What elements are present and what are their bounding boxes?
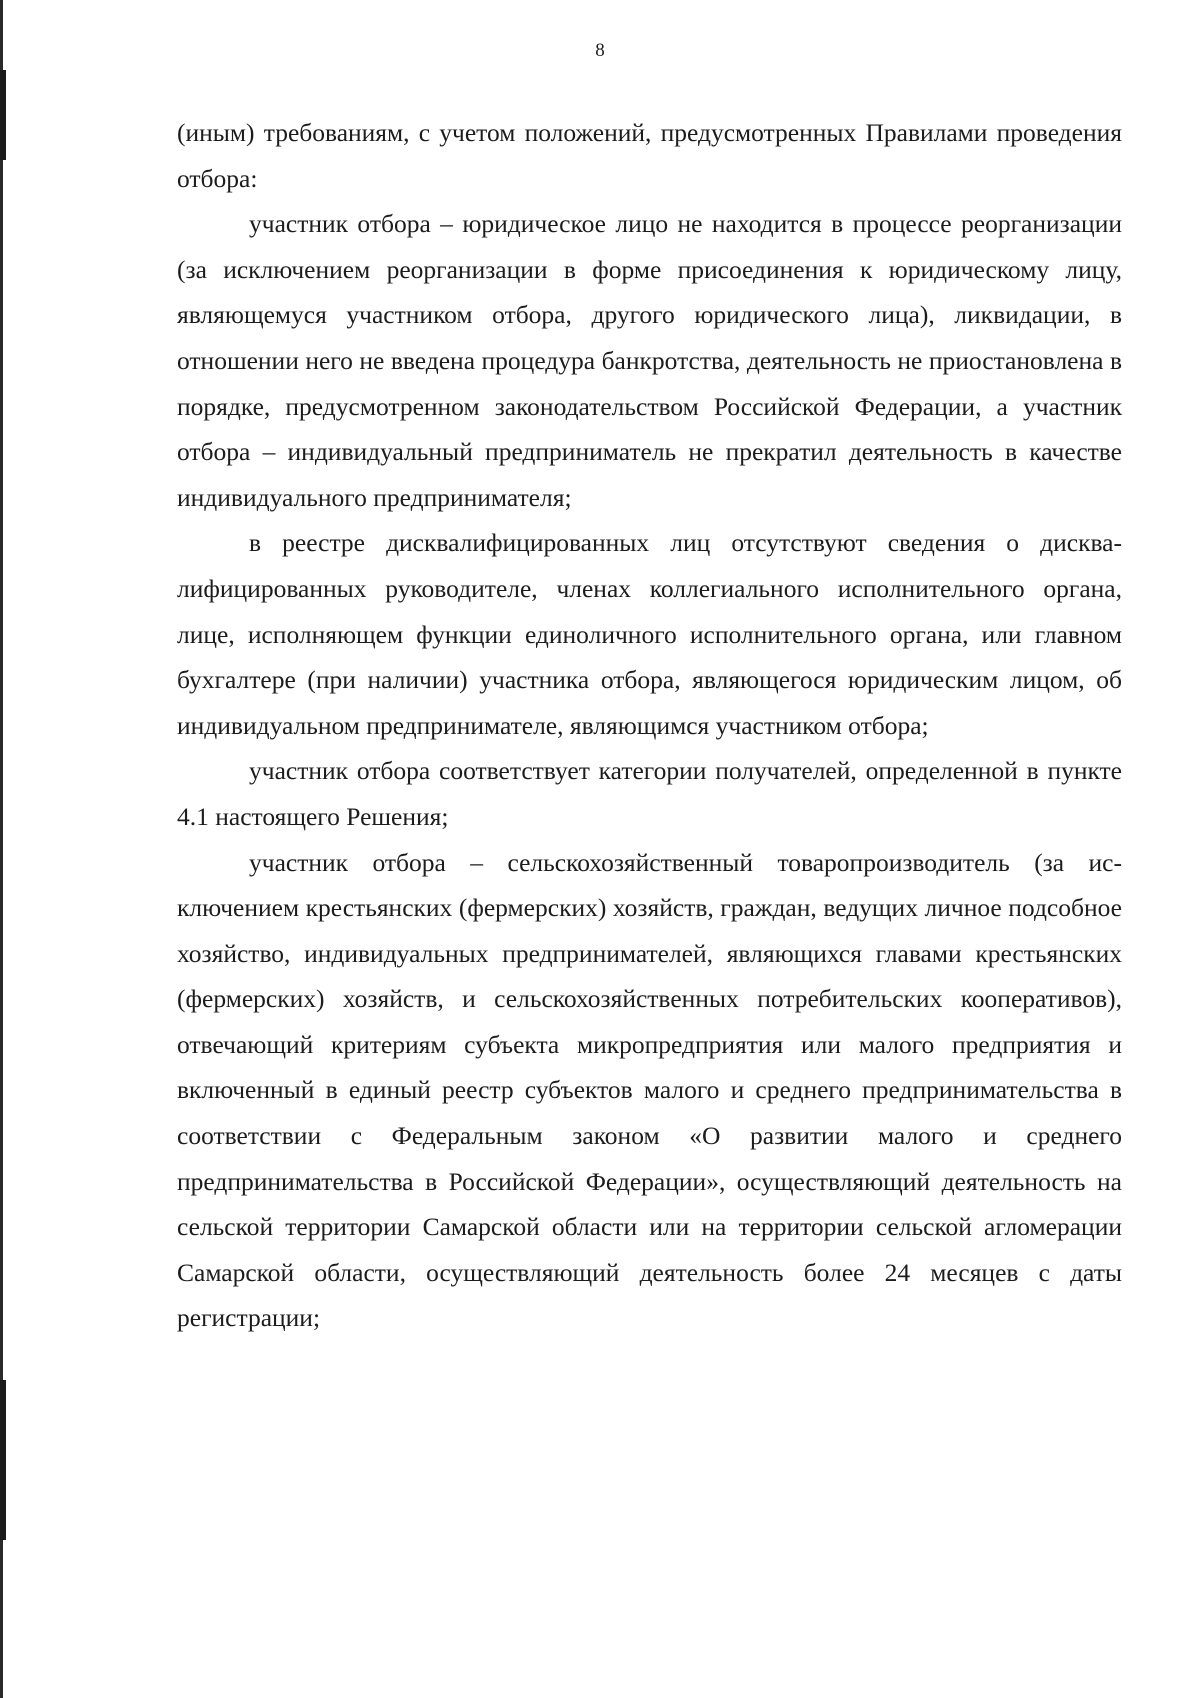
paragraph-continuation: (иным) требованиям, с учетом положений, предусмотренных Правилами проведения отбора:	[177, 118, 1122, 193]
scan-edge-mark	[0, 1380, 6, 1540]
paragraph-reorganization: участник отбора – юридическое лицо не находится в процессе реорганизации (за исключением реорганизации в форме присоединения к юридическому лицу, являющемуся участником отбора, другого юридического лица), ликвидации, в отношении него не введена процедура банкротства, деятельность не приостановлена в порядке, предусмотренном законодательством Российской Федерации, а участник отбора – индивидуальный предприниматель не прекратил деятельность в качестве индивидуального предпринимателя;	[177, 209, 1122, 512]
paragraph-recipient-category: участник отбора соответствует категории получателей, определенной в пункте 4.1 настоящего Решения;	[177, 756, 1122, 831]
paragraph-disqualified-registry: в реестре дисквалифицированных лиц отсутствуют сведения о дисквалифицированных руководителе, членах коллегиального исполнительного органа, лице, исполняющем функции единоличного исполнительного органа, или главном бухгалтере (при наличии) участника отбора, являющегося юридическим лицом, об индивидуальном предпринимателе, являющимся участником отбора;	[177, 528, 1122, 740]
scan-edge-mark	[0, 70, 6, 160]
document-body	[177, 110, 1122, 1341]
paragraph-agricultural-producer: участник отбора – сельскохозяйственный товаропроизводитель (за исключением крестьянских (фермерских) хозяйств, граждан, ведущих личное подсобное хозяйство, индивидуальных предпринимателей, являющихся главами крестьянских (фермерских) хозяйств, и сельскохозяйственных потребительских кооперативов), отвечающий критериям субъекта микропредприятия или малого предприятия и включенный в единый реестр субъектов малого и среднего предпринимательства в соответствии с Федеральным законом «О развитии малого и среднего предпринимательства в Российской Федерации», осуществляющий деятельность на сельской территории Самарской области или на территории сельской агломерации Самарской области, осуществляющий деятельность более 24 месяцев с даты регистрации;	[177, 847, 1122, 1333]
page-number: 8	[595, 40, 605, 61]
